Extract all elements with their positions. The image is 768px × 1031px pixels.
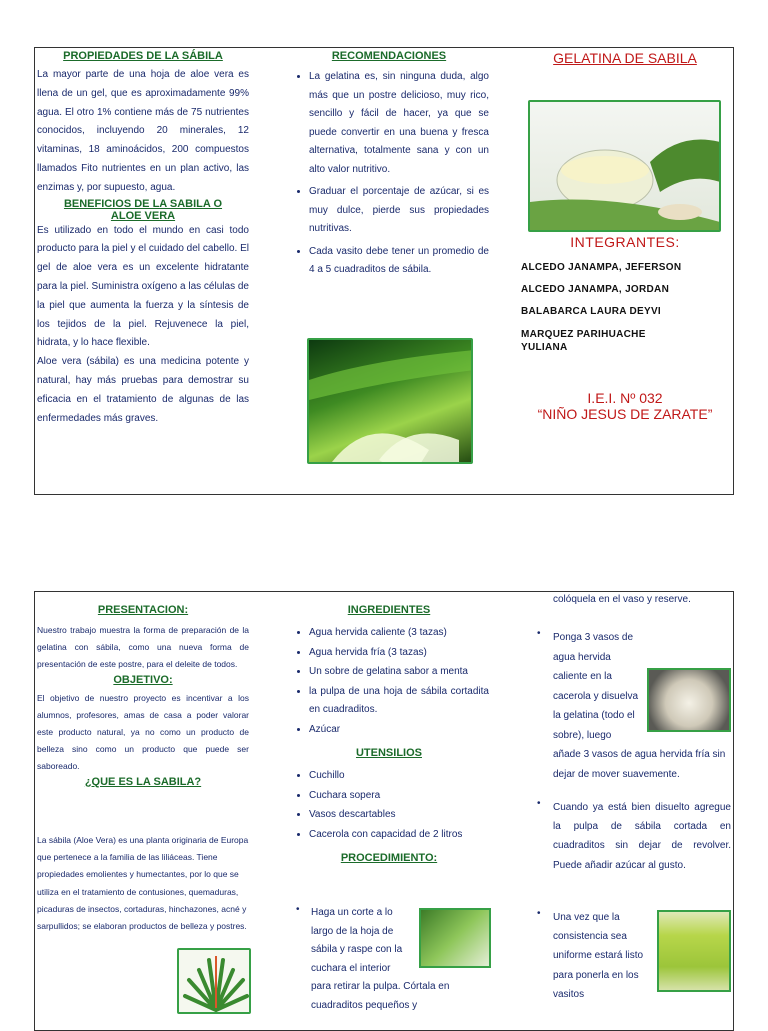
text-beneficios: Es utilizado en todo el mundo en casi todo producto para la piel y el cuidado del cabello. El gel de aloe vera es un excelente hidratante para la piel. Suministra oxígeno a las células de la piel que aumenta la fuerza y la síntesis de los tejidos de la piel. Rejuvenece la piel, hidrata, y lo hace flexible. — [37, 224, 249, 349]
column-procedimiento — [531, 592, 731, 605]
bullet-icon: • — [537, 628, 541, 639]
list-item: • Azúcar — [309, 721, 489, 740]
list-item: • Cuchillo — [309, 767, 489, 786]
column-ingredientes — [289, 592, 489, 864]
list-item: • Cuchara sopera — [309, 787, 489, 806]
heading-objetivo: OBJETIVO: — [113, 673, 173, 686]
gelatina-cup-photo — [657, 910, 731, 992]
text-step-4 — [553, 908, 731, 1004]
cutting-aloe-photo — [419, 908, 491, 968]
text-objetivo: El objetivo de nuestro proyecto es incentivar a los alumnos, profesores, amas de casa a poder valorar este producto natural, ya no como un producto de belleza sino como un producto que puede ser saboreado. — [37, 692, 249, 772]
list-utensilios — [289, 767, 489, 844]
list-item: • Vasos descartables — [309, 806, 489, 825]
aloe-gel-photo — [307, 338, 473, 464]
heading-presentacion: PRESENTACION: — [97, 604, 189, 616]
pot-photo — [647, 668, 731, 732]
step-2-text: Ponga 3 vasos de agua hervida caliente en la cacerola y disuelva la gelatina (todo el sobre), luego añade 3 vasos de agua hervida fría sin dejar de mover suavemente. — [553, 632, 726, 780]
integrantes-heading: INTEGRANTES: — [570, 234, 680, 250]
text-continued: colóquela en el vaso y reserve. — [553, 594, 691, 605]
text-presentacion: Nuestro trabajo muestra la forma de preparación de la gelatina con sábila, como una nueva forma de presentación de este postre, para el deleite de todos. — [37, 625, 249, 670]
bullet-icon: • — [296, 904, 300, 915]
column-cover — [515, 48, 735, 66]
text-step-2 — [553, 628, 731, 784]
list-item: • Graduar el porcentaje de azúcar, si es muy dulce, pierde sus propiedades nutritivas. — [309, 183, 489, 239]
column-recomendaciones — [289, 48, 489, 284]
text-propiedades: La mayor parte de una hoja de aloe vera es llena de un gel, que es aproximadamente 99% agua. El otro 1% contiene más de 75 nutrientes conocidos, incluyendo 20 minerales, 12 vitaminas, 18 aminoácidos, 200 compuestos llamados Fito nutrientes en un plan activo, las enzimas y, por supuesto, agua. — [37, 69, 249, 193]
step-1-text: Haga un corte a lo largo de la hoja de sábila y raspe con la cuchara el interior para retirar la pulpa. Córtala en cuadraditos pequeños y — [311, 907, 450, 1011]
column-properties — [37, 48, 249, 428]
school-name — [525, 390, 725, 422]
heading-beneficios: BENEFICIOS DE LA SABILA O ALOE VERA — [63, 197, 223, 222]
member-name: BALABARCA LAURA DEYVI — [521, 306, 662, 317]
integrantes-list — [521, 262, 721, 354]
aloe-plant-photo — [177, 948, 251, 1014]
list-recomendaciones — [289, 68, 489, 280]
text-aloe-medicina: Aloe vera (sábila) es una medicina potente y natural, hay más pruebas para demostrar su eficacia en el tratamiento de algunas de las enfermedades más graves. — [37, 356, 249, 424]
list-item: • Agua hervida caliente (3 tazas) — [309, 624, 489, 643]
member-name: ALCEDO JANAMPA, JEFERSON — [521, 262, 682, 273]
member-name: ALCEDO JANAMPA, JORDAN — [521, 284, 670, 295]
heading-que-es-sabila: ¿QUE ES LA SABILA? — [84, 775, 202, 788]
column-presentacion — [37, 592, 249, 788]
text-step-3: Cuando ya está bien disuelto agregue la pulpa de sábila cortada en cuadraditos sin dejar de revolver. Puede añadir azúcar al gusto. — [553, 802, 731, 871]
brochure-page-inside — [34, 591, 734, 1031]
cover-title: GELATINA DE SABILA — [553, 50, 697, 66]
heading-propiedades: PROPIEDADES DE LA SÁBILA — [63, 50, 223, 62]
heading-utensilios: UTENSILIOS — [355, 747, 422, 759]
list-ingredientes — [289, 624, 489, 739]
school-code: I.E.I. Nº 032 — [587, 390, 663, 406]
list-item: • Cacerola con capacidad de 2 litros — [309, 826, 489, 845]
list-item: • la pulpa de una hoja de sábila cortadita en cuadraditos. — [309, 683, 489, 720]
member-name: MARQUEZ PARIHUACHE YULIANA — [521, 329, 646, 353]
heading-ingredientes: INGREDIENTES — [347, 604, 431, 616]
school-title: “NIÑO JESUS DE ZARATE” — [537, 406, 713, 422]
list-item: • Agua hervida fría (3 tazas) — [309, 644, 489, 663]
brochure-page-front — [34, 47, 734, 495]
gelatina-photo — [528, 100, 721, 232]
bullet-icon: • — [537, 798, 541, 809]
heading-procedimiento: PROCEDIMIENTO: — [340, 852, 438, 864]
list-item: • Cada vasito debe tener un promedio de 4 a 5 cuadraditos de sábila. — [309, 243, 489, 280]
heading-recomendaciones: RECOMENDACIONES — [331, 50, 447, 62]
text-que-es-sabila: La sábila (Aloe Vera) es una planta originaria de Europa que pertenece a la familia de las liliáceas. Tiene propiedades emolientes y humectantes, por lo que se utiliza en el tratamiento de contusiones, quemaduras, picaduras de insectos, cortaduras, hinchazones, acné y sarpullidos; se elaboran productos de belleza y postres. — [37, 835, 249, 932]
bullet-icon: • — [537, 908, 541, 919]
list-item: • La gelatina es, sin ninguna duda, algo más que un postre delicioso, muy rico, sencillo y fácil de hacer, ya que se puede convertir en una buena y fresca alternativa, totalmente sana y con un alto valor nutritivo. — [309, 68, 489, 179]
step-4-text: Una vez que la consistencia sea uniforme estará listo para ponerla en los vasitos — [553, 912, 644, 1000]
list-item: • Un sobre de gelatina sabor a menta — [309, 663, 489, 682]
text-step-1 — [311, 904, 491, 1015]
